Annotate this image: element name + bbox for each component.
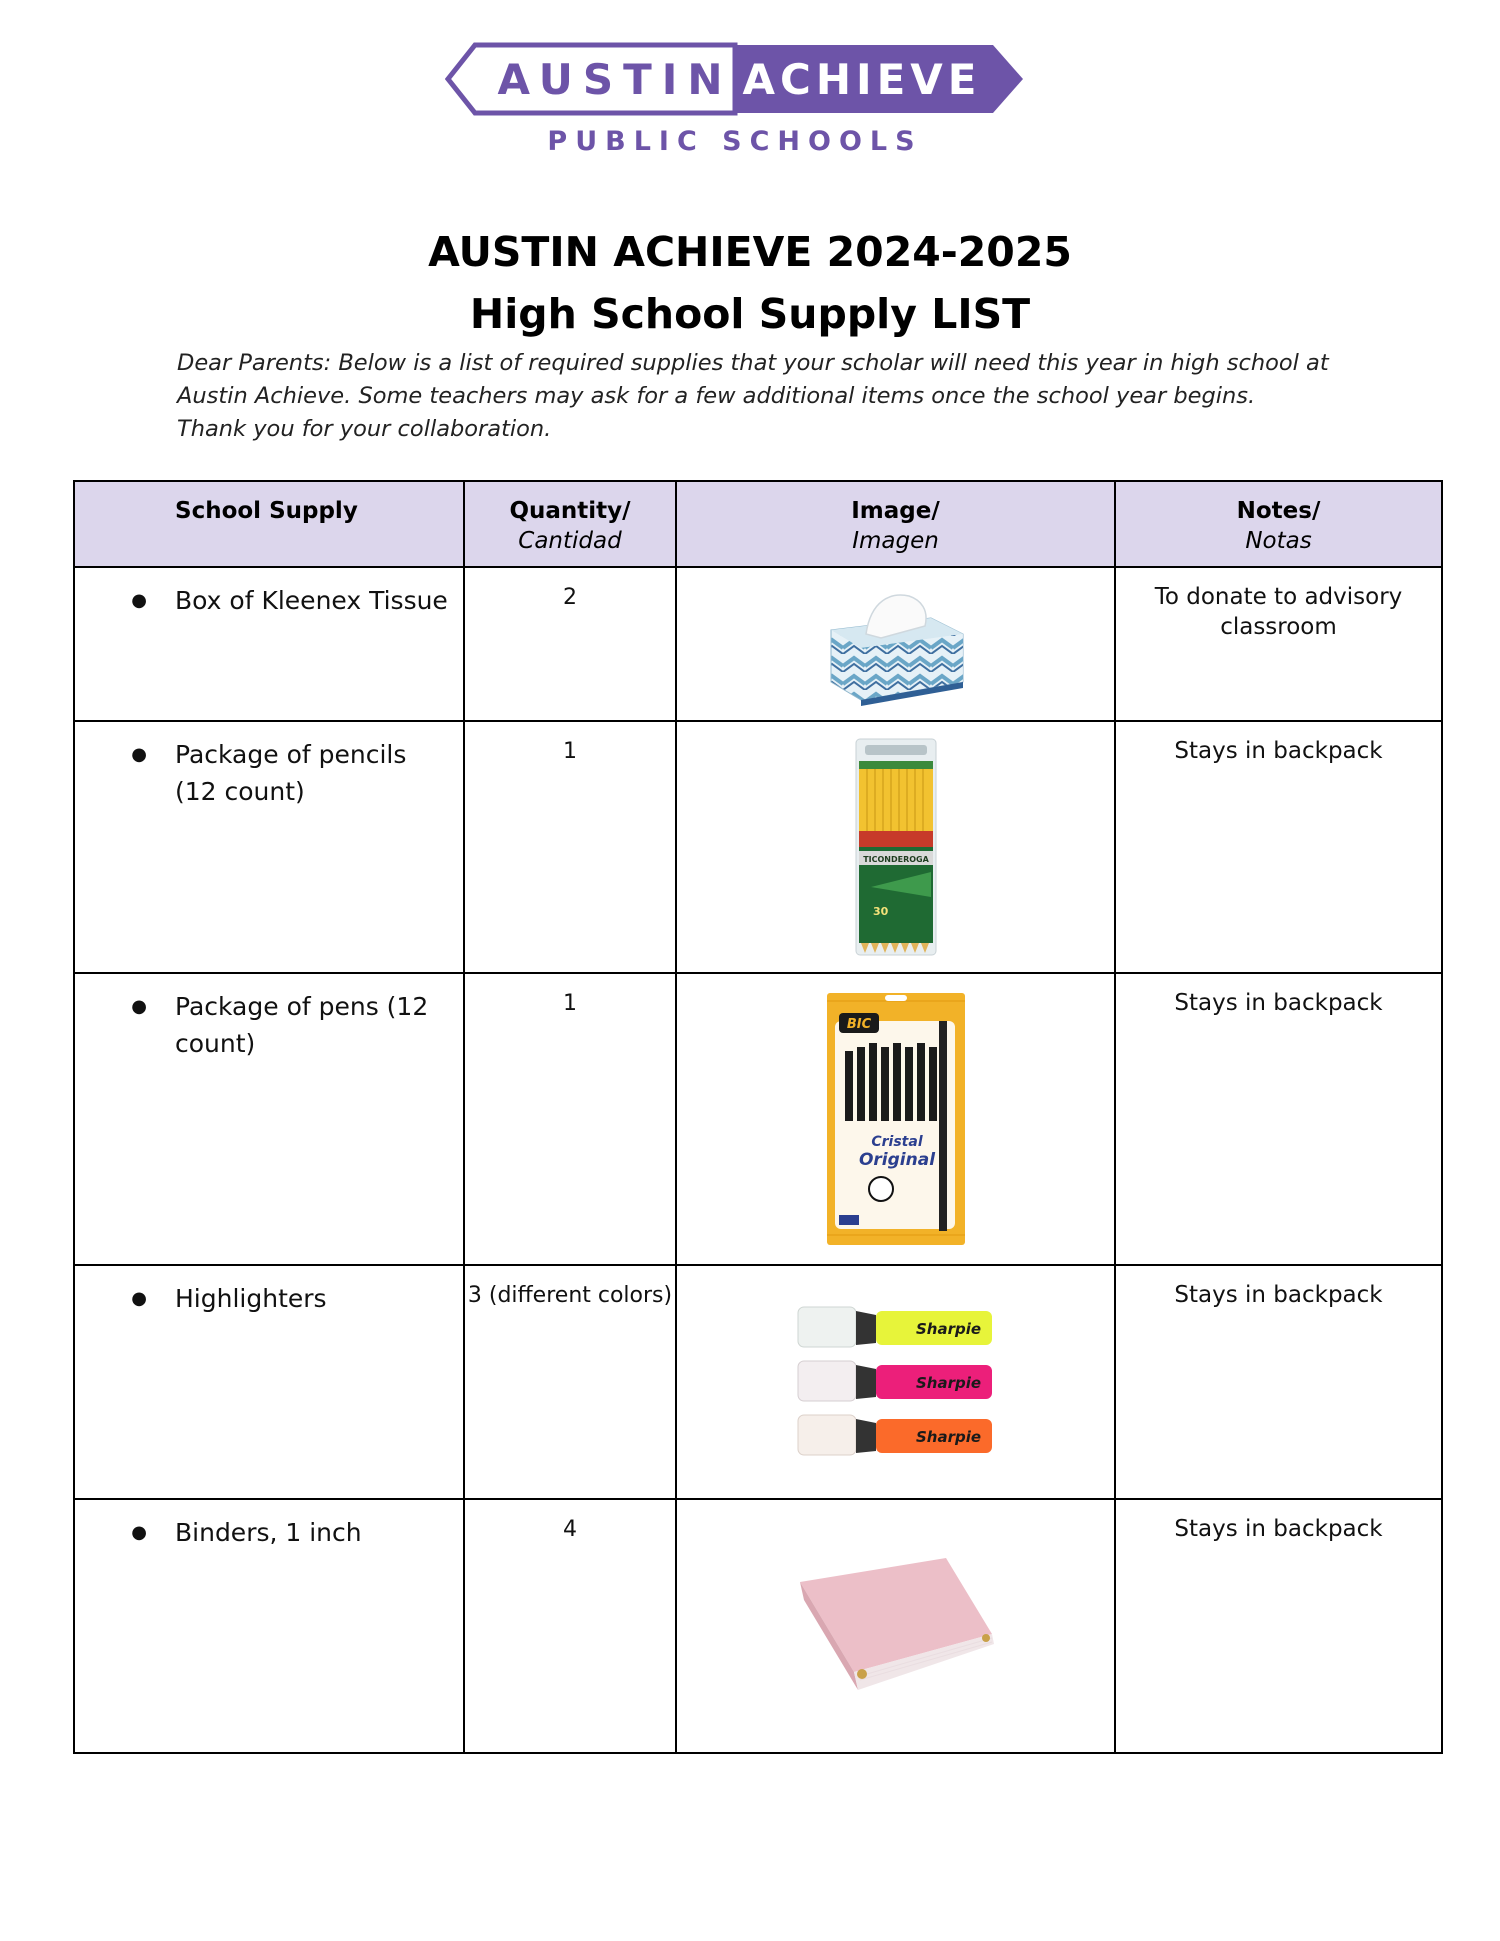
highlighters-image [677,1297,1114,1467]
header-label: Image/ [851,498,940,524]
notes-cell [1115,1499,1442,1753]
pen-brand-text: BIC [846,1017,871,1032]
intro-line: Dear Parents: Below is a list of required supplies that your scholar will need this year in high school at [177,350,1329,376]
bullet-icon: ● [131,744,147,765]
quantity-value: 3 (different colors) [467,1283,673,1308]
pen-pack-image [677,991,1114,1247]
notes-cell [1115,567,1442,721]
quantity-value: 1 [563,739,577,764]
notes-cell [1115,721,1442,973]
supply-item-cell [74,721,464,973]
supply-item-cell [74,1265,464,1499]
intro-line: Thank you for your collaboration. [177,416,552,442]
supply-item-cell [74,973,464,1265]
logo-word-austin: AUSTIN [497,54,733,104]
logo-subtitle: PUBLIC SCHOOLS [547,126,923,157]
school-logo [445,42,1025,162]
tissue-box-image [677,582,1114,707]
header-label-spanish: Notas [1245,528,1312,554]
quantity-value: 2 [563,585,577,610]
image-cell [676,973,1115,1265]
header-label: Notes/ [1236,498,1321,524]
table-row [74,1265,1442,1499]
bullet-icon: ● [131,1522,147,1543]
header-notes [1115,481,1442,567]
image-cell [676,1499,1115,1753]
table-header-row [74,481,1442,567]
highlighter-brand-text: Sharpie [915,1428,981,1446]
image-cell [676,567,1115,721]
supply-item-name: Binders, 1 inch [175,1518,362,1547]
quantity-value: 1 [563,991,577,1016]
quantity-cell [464,721,676,973]
notes-cell [1115,973,1442,1265]
supply-item-name: Package of pens (12 count) [175,992,429,1058]
page-subtitle: High School Supply LIST [469,290,1031,338]
intro-paragraph [177,347,1347,446]
image-cell [676,1265,1115,1499]
pencil-brand-text: TICONDEROGA [862,855,929,864]
note-text: To donate to advisory classroom [1154,584,1403,640]
notes-cell [1115,1265,1442,1499]
header-school-supply [74,481,464,567]
quantity-cell [464,973,676,1265]
table-row [74,1499,1442,1753]
supply-item-cell [74,567,464,721]
supply-item-name: Highlighters [175,1284,327,1313]
bullet-icon: ● [131,996,147,1017]
page-title: AUSTIN ACHIEVE 2024-2025 [428,228,1072,276]
supply-table [73,480,1443,1754]
table-row [74,973,1442,1265]
highlighter-brand-text: Sharpie [915,1374,981,1392]
table-row [74,567,1442,721]
supply-item-name: Box of Kleenex Tissue [175,586,448,615]
bullet-icon: ● [131,590,147,611]
highlighter-brand-text: Sharpie [915,1320,981,1338]
note-text: Stays in backpack [1174,1516,1383,1542]
quantity-cell [464,567,676,721]
header-label: Quantity/ [509,498,631,524]
note-text: Stays in backpack [1174,990,1383,1016]
note-text: Stays in backpack [1174,738,1383,764]
table-row [74,721,1442,973]
supply-item-cell [74,1499,464,1753]
pen-line2-text: Original [858,1150,935,1170]
header-quantity [464,481,676,567]
binder-image [677,1556,1114,1696]
quantity-value: 4 [563,1517,577,1542]
supply-item-name: Package of pencils (12 count) [175,740,407,806]
pencil-count-text: 30 [872,905,888,918]
quantity-cell [464,1499,676,1753]
pencil-pack-image [677,737,1114,957]
note-text: Stays in backpack [1174,1282,1383,1308]
quantity-cell [464,1265,676,1499]
pen-line1-text: Cristal [870,1134,923,1150]
logo-word-achieve: ACHIEVE [742,54,982,104]
header-label: School Supply [175,498,358,524]
header-label-spanish: Cantidad [518,528,622,554]
image-cell [676,721,1115,973]
intro-line: Austin Achieve. Some teachers may ask for a few additional items once the school year begins. [177,383,1256,409]
header-label-spanish: Imagen [852,528,939,554]
bullet-icon: ● [131,1288,147,1309]
header-image [676,481,1115,567]
